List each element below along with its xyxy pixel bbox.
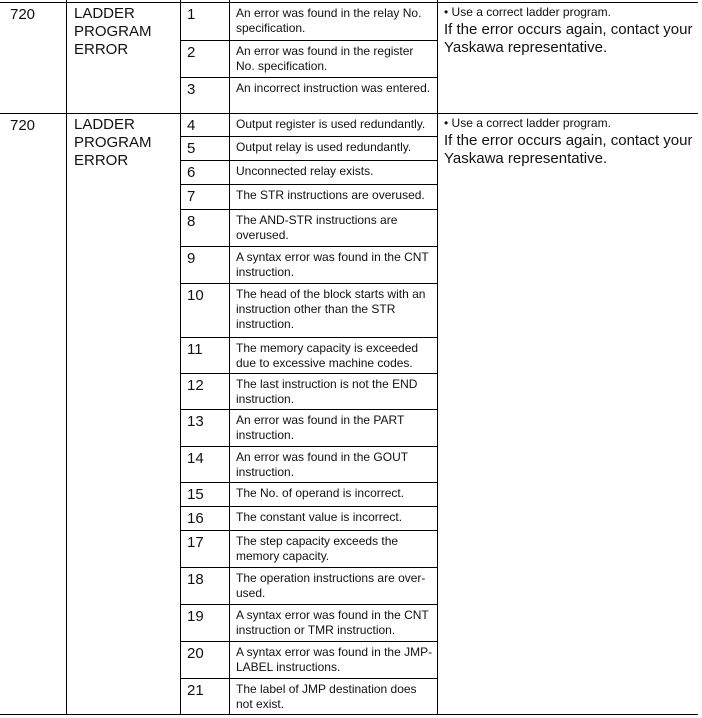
- sub-code-description: Unconnected relay exists.: [236, 164, 374, 178]
- sub-code: 7: [187, 188, 196, 205]
- row-divider: [180, 373, 437, 374]
- row-divider: [180, 77, 437, 78]
- table-top-border: [0, 0, 698, 1]
- sub-code-description: The AND-STR instructions are overused.: [236, 213, 398, 242]
- sub-code-description: The constant value is incorrect.: [236, 510, 403, 524]
- group-divider: [0, 113, 698, 114]
- sub-code-description: The head of the block starts with an instruction other than the STR instruction.: [236, 287, 426, 331]
- sub-code-description: The label of JMP destination does not exist.: [236, 682, 417, 711]
- sub-code: 5: [187, 140, 196, 157]
- row-divider: [180, 246, 437, 247]
- sub-code-description: An incorrect instruction was entered.: [236, 81, 431, 95]
- sub-code-description: A syntax error was found in the JMP-LABEL instructions.: [236, 645, 433, 674]
- sub-code-description: The operation instructions are over-used.: [236, 571, 426, 600]
- sub-code-description: The step capacity exceeds the memory capacity.: [236, 534, 399, 563]
- sub-code: 20: [187, 645, 204, 662]
- sub-code: 12: [187, 377, 204, 394]
- row-divider: [180, 567, 437, 568]
- column-divider: [437, 113, 438, 714]
- sub-code: 8: [187, 213, 196, 230]
- alarm-code: 720: [10, 117, 36, 134]
- row-divider: [180, 446, 437, 447]
- column-divider: [437, 0, 438, 113]
- sub-code-description: The STR instructions are overused.: [236, 188, 425, 202]
- alarm-code: 720: [10, 6, 36, 23]
- sub-code: 13: [187, 413, 204, 430]
- column-divider: [180, 0, 181, 113]
- row-divider: [180, 409, 437, 410]
- row-divider: [180, 604, 437, 605]
- sub-code: 21: [187, 682, 204, 699]
- alarm-name-line: PROGRAM: [74, 134, 152, 151]
- remedy-text: If the error occurs again, contact your Yaskawa representative.: [444, 21, 693, 56]
- remedy-text: If the error occurs again, contact your Yaskawa representative.: [444, 132, 693, 167]
- sub-code: 4: [187, 117, 196, 134]
- row-divider: [180, 337, 437, 338]
- sub-code-description: An error was found in the PART instruction.: [236, 413, 405, 442]
- sub-code: 3: [187, 81, 196, 98]
- group-divider: [0, 2, 698, 3]
- sub-code: 1: [187, 6, 196, 23]
- row-divider: [180, 209, 437, 210]
- row-divider: [180, 283, 437, 284]
- column-divider: [180, 113, 181, 714]
- sub-code-description: A syntax error was found in the CNT instruction.: [236, 250, 429, 279]
- table-bottom-border: [0, 714, 698, 715]
- sub-code-description: An error was found in the register No. specification.: [236, 44, 414, 73]
- column-divider: [229, 0, 230, 113]
- sub-code: 11: [187, 341, 203, 358]
- row-divider: [180, 184, 437, 185]
- sub-code-description: An error was found in the relay No. specification.: [236, 6, 422, 35]
- sub-code-description: The last instruction is not the END instruction.: [236, 377, 418, 406]
- alarm-name-line: ERROR: [74, 152, 129, 169]
- row-divider: [180, 160, 437, 161]
- row-divider: [180, 136, 437, 137]
- sub-code: 18: [187, 571, 204, 588]
- row-divider: [180, 678, 437, 679]
- sub-code: 9: [187, 250, 196, 267]
- row-divider: [180, 506, 437, 507]
- sub-code: 10: [187, 287, 204, 304]
- sub-code: 19: [187, 608, 204, 625]
- sub-code-description: Output relay is used redundantly.: [236, 140, 412, 154]
- alarm-name-line: ERROR: [74, 41, 129, 58]
- row-divider: [180, 641, 437, 642]
- alarm-name-line: LADDER: [74, 116, 135, 133]
- sub-code: 6: [187, 164, 196, 181]
- alarm-name-line: PROGRAM: [74, 23, 152, 40]
- row-divider: [180, 482, 437, 483]
- remedy-bullet: • Use a correct ladder program.: [444, 5, 611, 19]
- column-divider: [66, 0, 67, 113]
- sub-code: 2: [187, 44, 196, 61]
- row-divider: [180, 40, 437, 41]
- sub-code-description: The memory capacity is exceeded due to excessive machine codes.: [236, 341, 419, 370]
- sub-code: 17: [187, 534, 204, 551]
- sub-code-description: A syntax error was found in the CNT instruction or TMR instruction.: [236, 608, 429, 637]
- column-divider: [229, 113, 230, 714]
- sub-code-description: The No. of operand is incorrect.: [236, 486, 405, 500]
- remedy-bullet: • Use a correct ladder program.: [444, 116, 611, 130]
- column-divider: [66, 113, 67, 714]
- sub-code: 15: [187, 486, 204, 503]
- sub-code-description: An error was found in the GOUT instruction.: [236, 450, 408, 479]
- row-divider: [180, 530, 437, 531]
- alarm-name-line: LADDER: [74, 5, 135, 22]
- sub-code: 14: [187, 450, 204, 467]
- sub-code-description: Output register is used redundantly.: [236, 117, 426, 131]
- sub-code: 16: [187, 510, 204, 527]
